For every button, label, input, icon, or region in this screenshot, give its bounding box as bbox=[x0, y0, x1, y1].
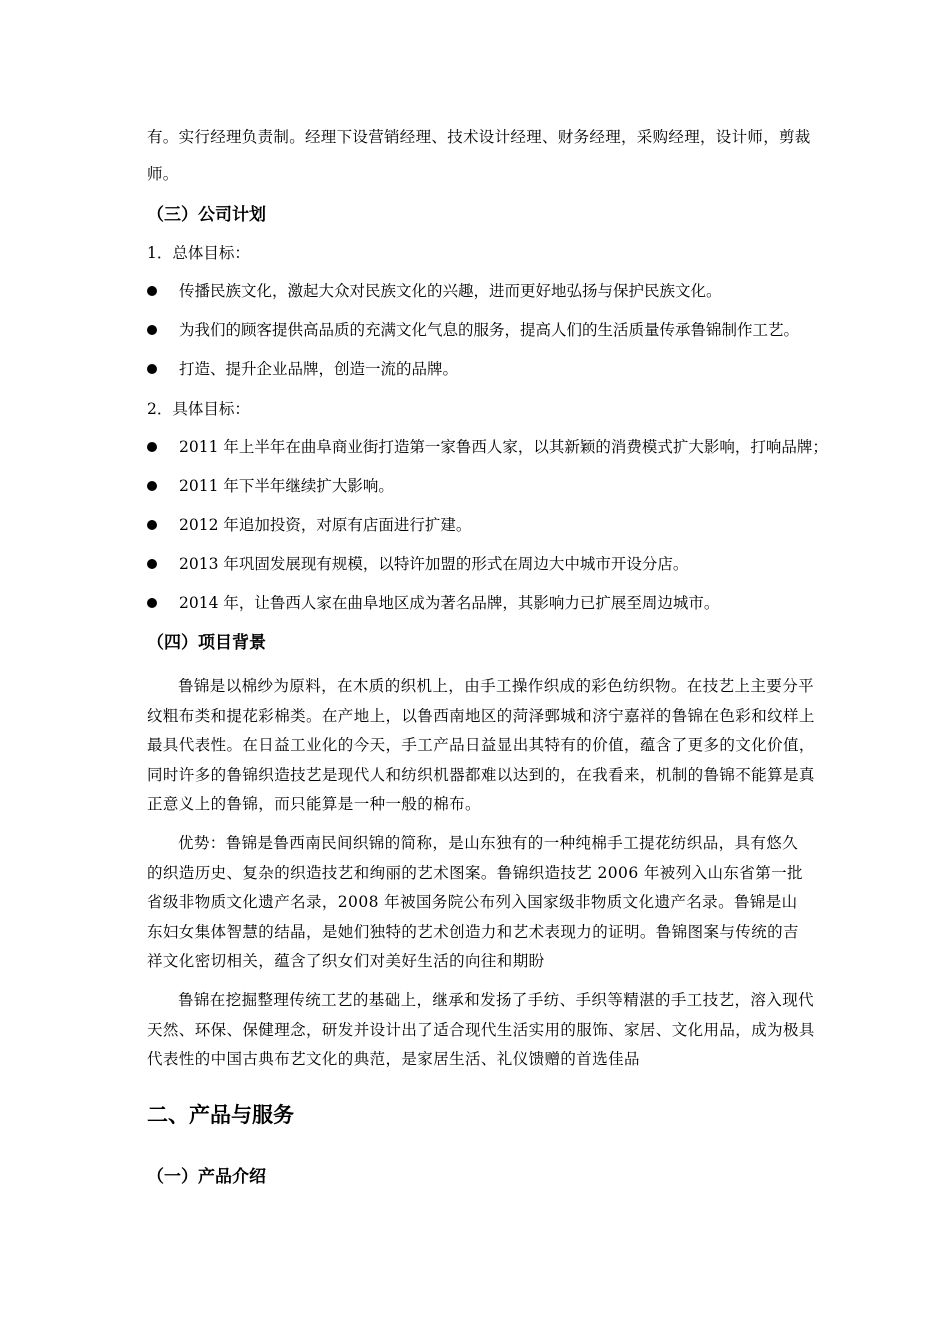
bullet-icon bbox=[147, 481, 157, 491]
paragraph-line: 最具代表性。在日益工业化的今天，手工产品日益显出其特有的价值，蕴含了更多的文化价值， bbox=[147, 736, 815, 754]
bullet-icon bbox=[147, 325, 157, 335]
bullet-icon bbox=[147, 442, 157, 452]
paragraph-line: 省级非物质文化遗产名录，2008 年被国务院公布列入国家级非物质文化遗产名录。鲁锦是山 bbox=[147, 893, 798, 911]
bullet-icon bbox=[147, 286, 157, 296]
section-heading-product-intro: （一）产品介绍 bbox=[147, 1167, 266, 1187]
list-item bbox=[147, 549, 863, 579]
list-item-text: 2014 年，让鲁西人家在曲阜地区成为著名品牌，其影响力已扩展至周边城市。 bbox=[179, 594, 720, 612]
paragraph-line: 的织造历史、复杂的织造技艺和绚丽的艺术图案。鲁锦织造技艺 2006 年被列入山东省第一批 bbox=[147, 863, 803, 882]
paragraph-line: 鲁锦是以棉纱为原料，在木质的织机上，由手工操作织成的彩色纺织物。在技艺上主要分平 bbox=[178, 677, 815, 695]
paragraph-background-2 bbox=[147, 829, 863, 977]
paragraph-line: 优势：鲁锦是鲁西南民间织锦的简称，是山东独有的一种纯棉手工提花纺织品，具有悠久 bbox=[178, 834, 799, 852]
bullet-icon bbox=[147, 598, 157, 608]
list-item bbox=[147, 432, 863, 462]
paragraph-line: 鲁锦在挖掘整理传统工艺的基础上，继承和发扬了手纺、手织等精湛的手工技艺，溶入现代 bbox=[178, 991, 815, 1009]
list-item bbox=[147, 276, 863, 306]
paragraph-line: 天然、环保、保健理念，研发并设计出了适合现代生活实用的服饰、家居、文化用品，成为极具 bbox=[147, 1020, 815, 1039]
list-item-text: 2011 年下半年继续扩大影响。 bbox=[179, 477, 394, 495]
intro-line-2: 师。 bbox=[147, 165, 179, 183]
paragraph-line: 东妇女集体智慧的结晶，是她们独特的艺术创造力和艺术表现力的证明。鲁锦图案与传统的吉 bbox=[147, 922, 799, 941]
list-item-text: 2011 年上半年在曲阜商业街打造第一家鲁西人家，以其新颖的消费模式扩大影响，打响品牌； bbox=[179, 438, 828, 456]
intro-line-1: 有。实行经理负责制。经理下设营销经理、技术设计经理、财务经理，采购经理，设计师，剪裁 bbox=[147, 128, 811, 146]
chapter-heading-products: 二、产品与服务 bbox=[147, 1102, 294, 1127]
list-item bbox=[147, 510, 863, 540]
list-item-text: 2012 年追加投资，对原有店面进行扩建。 bbox=[179, 516, 472, 534]
paragraph-line: 同时许多的鲁锦织造技艺是现代人和纺织机器都难以达到的，在我看来，机制的鲁锦不能算是真 bbox=[147, 765, 815, 784]
list-item bbox=[147, 354, 863, 384]
bullet-icon bbox=[147, 520, 157, 530]
list-item bbox=[147, 315, 863, 345]
paragraph-background-1 bbox=[147, 672, 863, 820]
paragraph-line: 祥文化密切相关，蕴含了织女们对美好生活的向往和期盼 bbox=[147, 952, 545, 970]
specific-goals-label: 2．具体目标： bbox=[147, 400, 250, 418]
paragraph-line: 正意义上的鲁锦，而只能算是一种一般的棉布。 bbox=[147, 795, 481, 813]
paragraph-line: 代表性的中国古典布艺文化的典范，是家居生活、礼仪馈赠的首选佳品 bbox=[147, 1050, 640, 1068]
bullet-icon bbox=[147, 364, 157, 374]
paragraph-line: 纹粗布类和提花彩棉类。在产地上，以鲁西南地区的菏泽鄄城和济宁嘉祥的鲁锦在色彩和纹样上 bbox=[147, 706, 815, 725]
list-item-text: 2013 年巩固发展现有规模，以特许加盟的形式在周边大中城市开设分店。 bbox=[179, 555, 689, 573]
paragraph-background-3 bbox=[147, 986, 863, 1075]
list-item-text: 打造、提升企业品牌，创造一流的品牌。 bbox=[179, 360, 459, 378]
bullet-icon bbox=[147, 559, 157, 569]
overall-goals-label: 1．总体目标： bbox=[147, 244, 250, 262]
list-item bbox=[147, 588, 863, 618]
section-heading-background: （四）项目背景 bbox=[147, 633, 266, 653]
list-item-text: 为我们的顾客提供高品质的充满文化气息的服务，提高人们的生活质量传承鲁锦制作工艺。 bbox=[179, 321, 800, 339]
section-heading-plan: （三）公司计划 bbox=[147, 205, 266, 225]
list-item bbox=[147, 471, 863, 501]
list-item-text: 传播民族文化，激起大众对民族文化的兴趣，进而更好地弘扬与保护民族文化。 bbox=[179, 282, 722, 300]
